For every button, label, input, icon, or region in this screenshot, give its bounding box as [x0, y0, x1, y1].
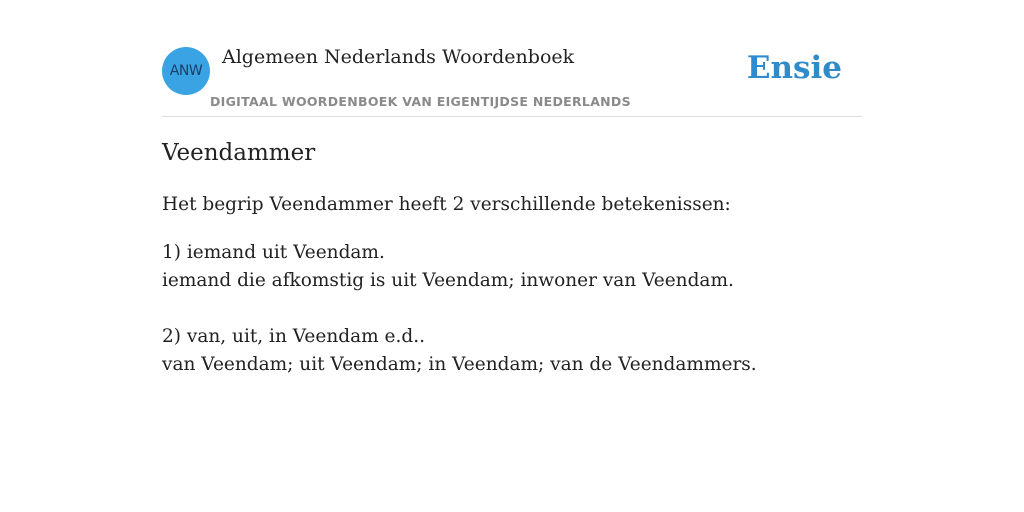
entry-title: Veendammer	[162, 140, 316, 166]
site-subtitle: DIGITAAL WOORDENBOEK VAN EIGENTIJDSE NEDERLANDS	[210, 94, 631, 109]
meaning-definition: van Veendam; uit Veendam; in Veendam; van de Veendammers.	[162, 354, 757, 375]
ensie-brand-link[interactable]: Ensie	[746, 50, 842, 86]
meaning-item	[162, 323, 757, 379]
meaning-definition: iemand die afkomstig is uit Veendam; inwoner van Veendam.	[162, 270, 734, 291]
page-container	[162, 0, 862, 375]
site-header	[162, 0, 862, 117]
meaning-heading: 2) van, uit, in Veendam e.d..	[162, 326, 425, 347]
meaning-item	[162, 239, 734, 295]
site-title[interactable]: Algemeen Nederlands Woordenboek	[222, 46, 575, 68]
meaning-heading: 1) iemand uit Veendam.	[162, 242, 385, 263]
entry-intro: Het begrip Veendammer heeft 2 verschillende betekenissen:	[162, 194, 731, 215]
anw-logo[interactable]: ANW	[162, 47, 210, 95]
